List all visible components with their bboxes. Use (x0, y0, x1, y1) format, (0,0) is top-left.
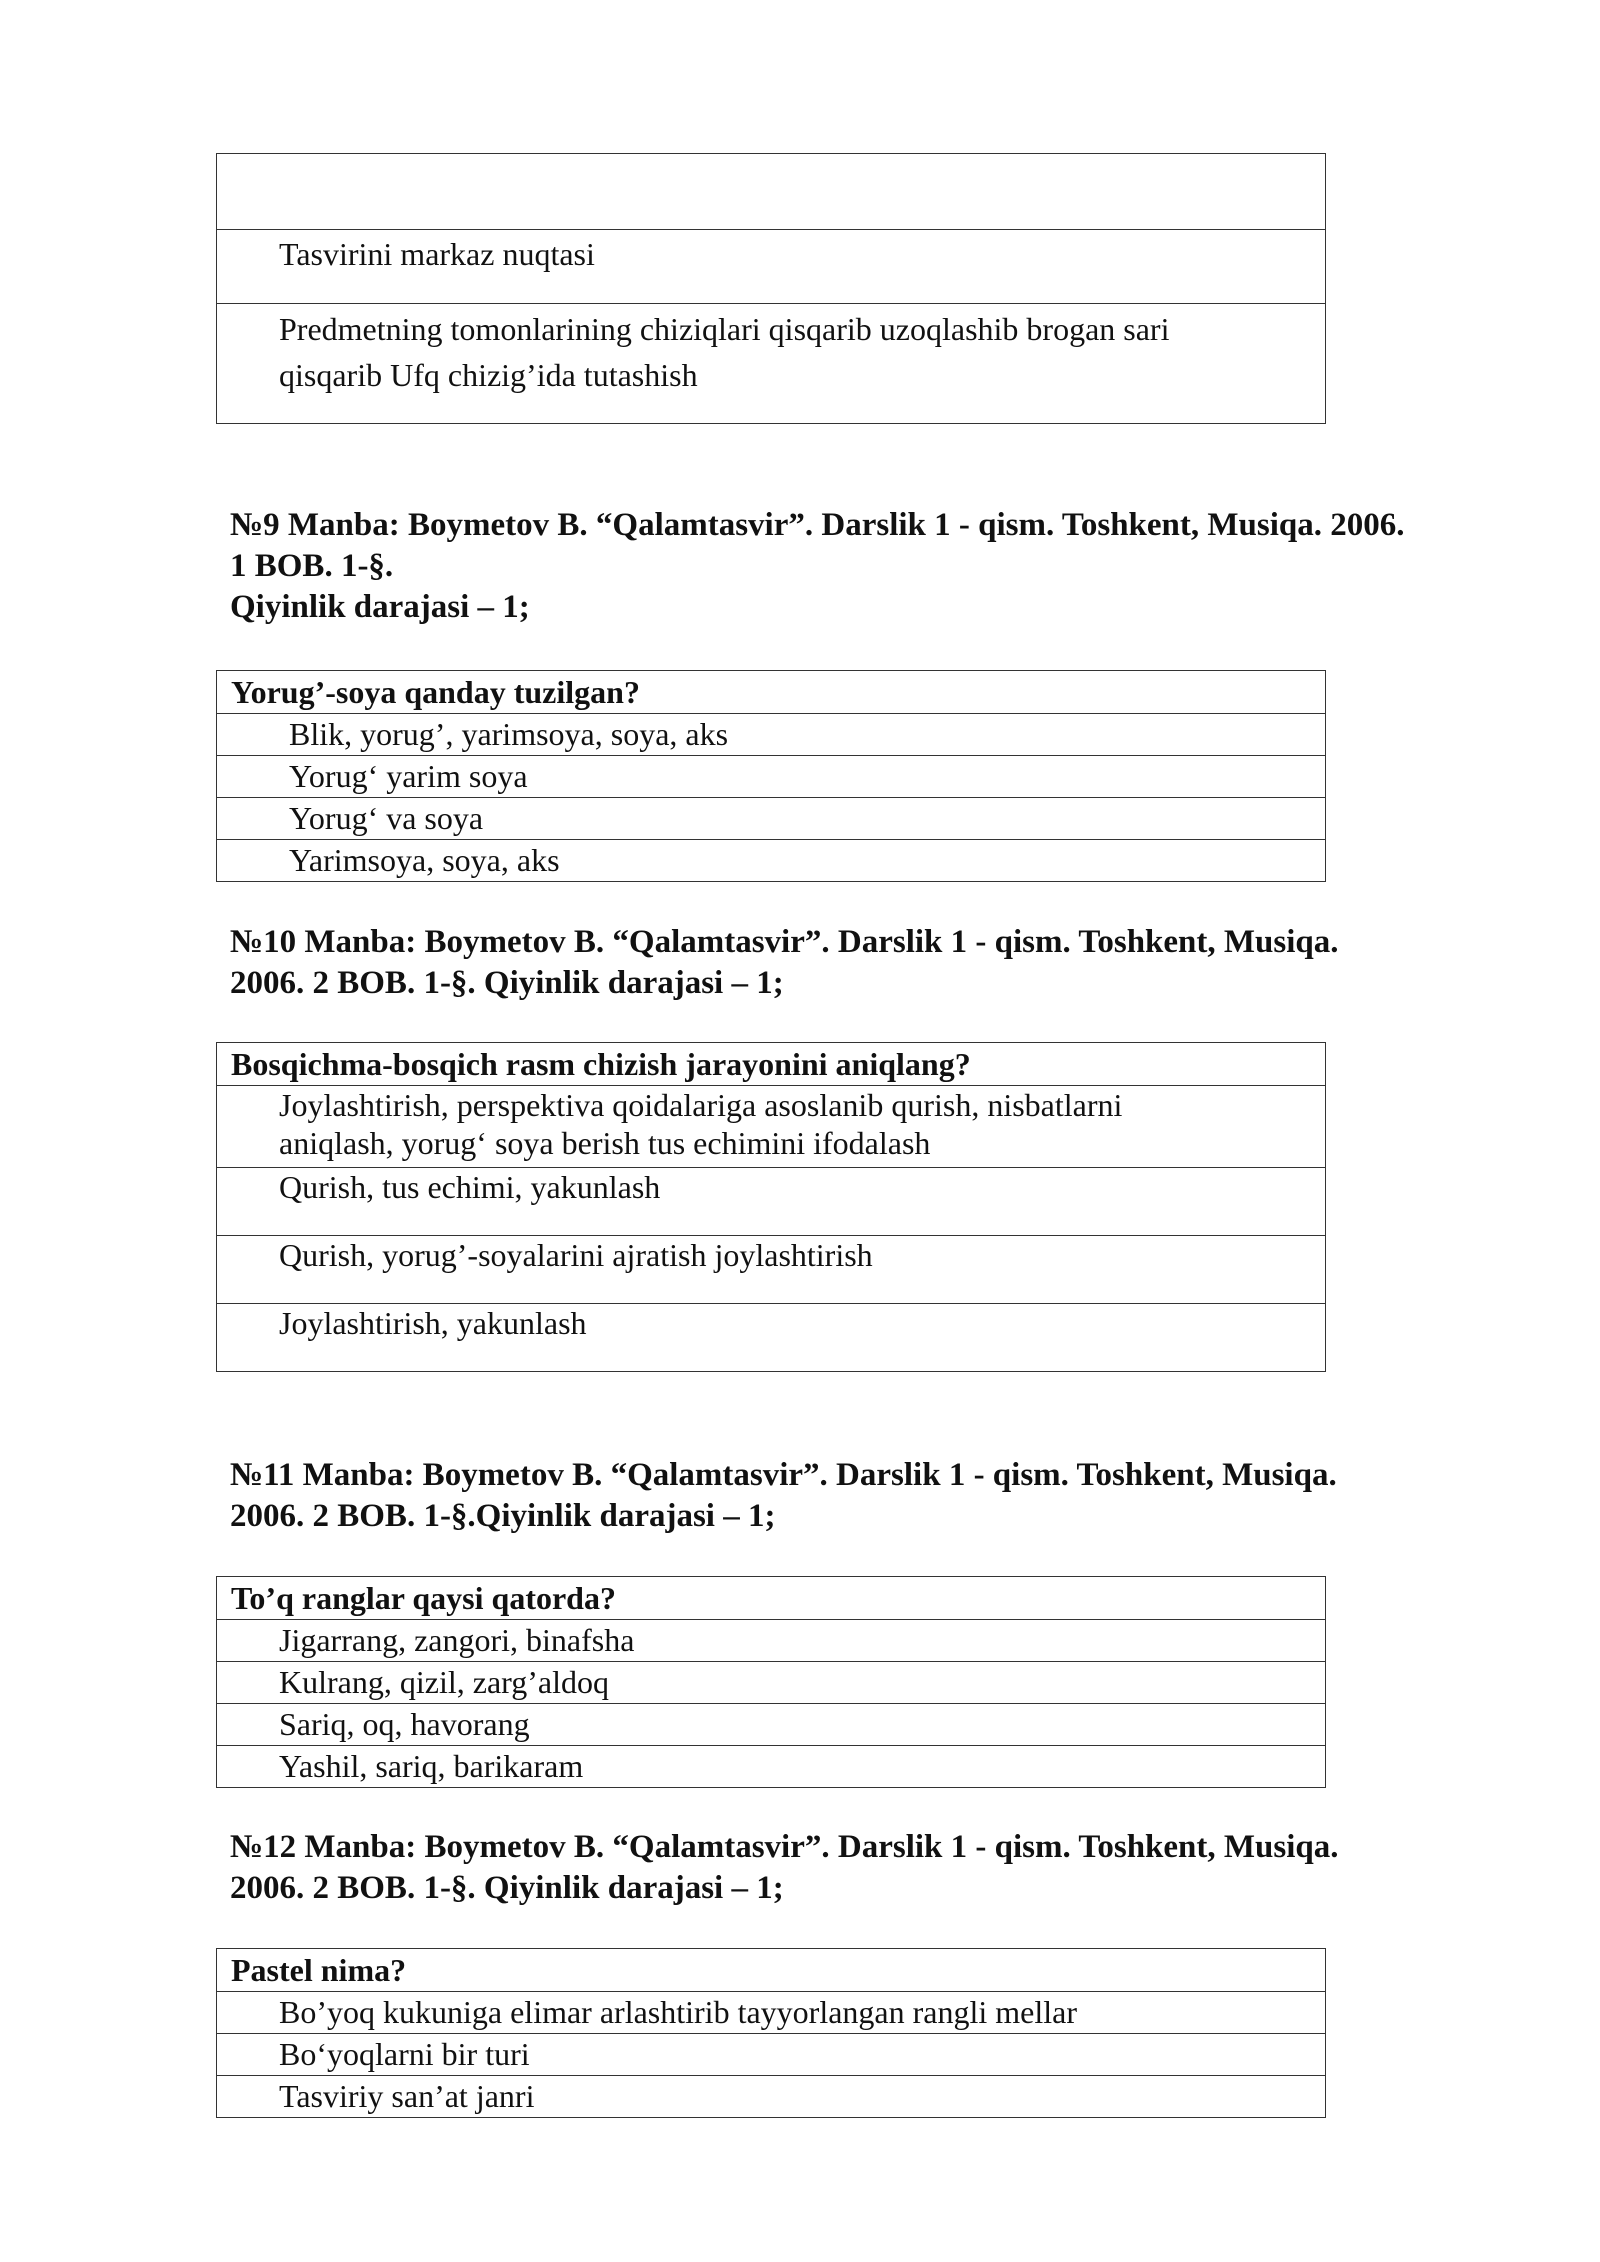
answer-table-continued (216, 153, 1326, 424)
question-text: To’q ranglar qaysi qatorda? (231, 1580, 616, 1616)
question-11-heading (230, 1455, 1530, 1537)
heading-line: 2006. 2 BOB. 1-§.Qiyinlik darajasi – 1; (230, 1498, 776, 1534)
heading-line: 1 BOB. 1-§. (230, 548, 394, 584)
heading-line: Qiyinlik darajasi – 1; (230, 589, 530, 625)
answer-option: Yorug‘ yarim soya (217, 755, 1325, 797)
heading-line: 2006. 2 BOB. 1-§. Qiyinlik darajasi – 1; (230, 1870, 784, 1906)
answer-option: Qurish, yorug’-soyalarini ajratish joylashtirish (217, 1235, 1325, 1303)
heading-line: №10 Manba: Boymetov B. “Qalamtasvir”. Darslik 1 - qism. Toshkent, Musiqa. (230, 924, 1339, 960)
heading-line: №9 Manba: Boymetov B. “Qalamtasvir”. Darslik 1 - qism. Toshkent, Musiqa. 2006. (230, 507, 1405, 543)
answer-option: Bo’yoq kukuniga elimar arlashtirib tayyorlangan rangli mellar (217, 1991, 1325, 2033)
question-text: Bosqichma-bosqich rasm chizish jarayonini aniqlang? (231, 1046, 971, 1082)
question-text: Yorug’-soya qanday tuzilgan? (231, 674, 640, 710)
question-9-heading (230, 505, 1530, 628)
table-row-empty (217, 154, 1325, 229)
table-row: Predmetning tomonlarining chiziqlari qisqarib uzoqlashib brogan sari qisqarib Ufq chizig’ida tutashish (217, 303, 1325, 423)
question-11-table (216, 1576, 1326, 1788)
answer-option: Joylashtirish, yakunlash (217, 1303, 1325, 1371)
table-row: Tasvirini markaz nuqtasi (217, 229, 1325, 303)
heading-line: 2006. 2 BOB. 1-§. Qiyinlik darajasi – 1; (230, 965, 784, 1001)
question-10-heading (230, 922, 1530, 1004)
question-9-table (216, 670, 1326, 882)
answer-option: Kulrang, qizil, zarg’aldoq (217, 1661, 1325, 1703)
answer-option: Yashil, sariq, barikaram (217, 1745, 1325, 1787)
answer-option: Blik, yorug’, yarimsoya, soya, aks (217, 713, 1325, 755)
heading-line: №12 Manba: Boymetov B. “Qalamtasvir”. Darslik 1 - qism. Toshkent, Musiqa. (230, 1829, 1339, 1865)
question-12-table (216, 1948, 1326, 2118)
answer-option: Jigarrang, zangori, binafsha (217, 1619, 1325, 1661)
answer-option: Qurish, tus echimi, yakunlash (217, 1167, 1325, 1235)
answer-option: Joylashtirish, perspektiva qoidalariga asoslanib qurish, nisbatlarni aniqlash, yorug‘ soya berish tus echimini ifodalash (217, 1085, 1325, 1167)
answer-option: Bo‘yoqlarni bir turi (217, 2033, 1325, 2075)
answer-option: Tasviriy san’at janri (217, 2075, 1325, 2117)
answer-option: Yarimsoya, soya, aks (217, 839, 1325, 881)
heading-line: №11 Manba: Boymetov B. “Qalamtasvir”. Darslik 1 - qism. Toshkent, Musiqa. (230, 1457, 1337, 1493)
question-text: Pastel nima? (231, 1952, 407, 1988)
question-10-table (216, 1042, 1326, 1372)
question-12-heading (230, 1827, 1530, 1909)
answer-option: Sariq, oq, havorang (217, 1703, 1325, 1745)
answer-option: Yorug‘ va soya (217, 797, 1325, 839)
